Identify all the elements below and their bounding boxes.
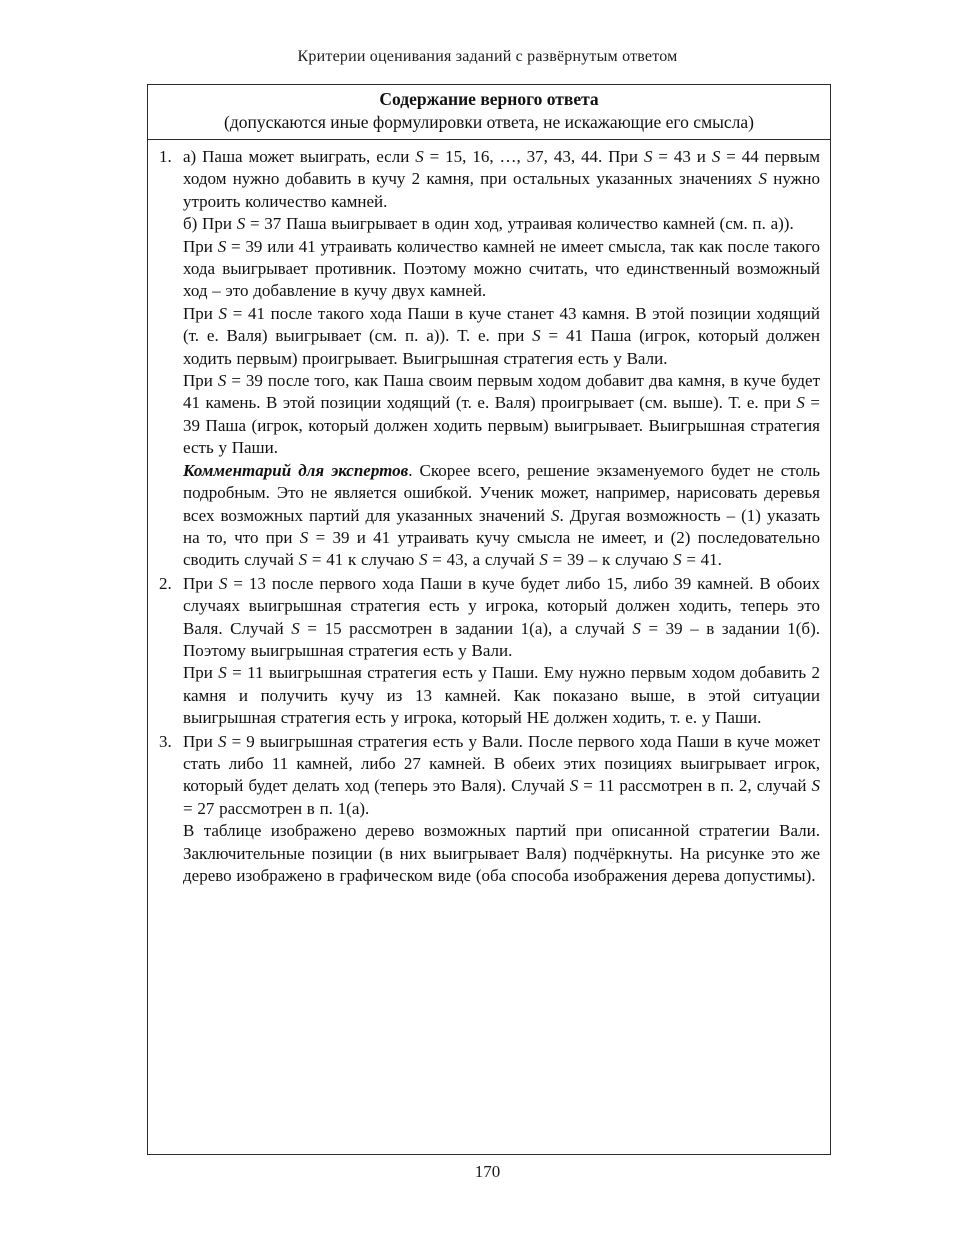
item-number: 1.: [159, 147, 172, 166]
paragraph: При S = 11 выигрышная стратегия есть у Паши. Ему нужно первым ходом добавить 2 камня и получить кучу из 13 камней. Как показано выше, в этой ситуации выигрышная стратегия есть у игрока, который НЕ должен ходить, т. е. у Паши.: [183, 663, 820, 728]
running-header: Критерии оценивания заданий с развёрнутым ответом: [297, 48, 678, 65]
answer-table: [147, 84, 831, 1155]
item-content: [183, 573, 820, 730]
paragraph: б) При S = 37 Паша выигрывает в один ход, утраивая количество камней (см. п. а)).: [183, 214, 794, 234]
item-number: 3.: [159, 731, 172, 751]
paragraph: При S = 39 или 41 утраивать количество камней не имеет смысла, так как после такого хода выигрывает противник. Поэтому можно считать, что единственный возможный ход – это добавление в кучу двух камней.: [183, 236, 820, 301]
answer-item-3: [148, 731, 820, 888]
answer-item-1: [148, 146, 820, 572]
paragraph: При S = 9 выигрышная стратегия есть у Вали. После первого хода Паши в куче может стать либо 11 камней, либо 27 камней. В обеих этих позициях выигрывает игрок, который будет делать ход (теперь это Валя). Случай S = 11 рассмотрен в п. 2, случай S = 27 рассмотрен в п. 1(а).: [183, 731, 820, 818]
item-number: 2.: [159, 573, 172, 593]
paragraph: а) Паша может выиграть, если S = 15, 16, …, 37, 43, 44. При S = 43 и S = 44 первым ходом нужно добавить в кучу 2 камня, при остальных указанных значениях S нужно утроить количество камней.: [183, 147, 820, 211]
paragraph: В таблице изображено дерево возможных партий при описанной стратегии Вали. Заключительные позиции (в них выигрывает Валя) подчёркнуты. На рисунке это же дерево изображено в графическом виде (оба способа изображения дерева допустимы).: [183, 821, 820, 885]
table-subtitle: (допускаются иные формулировки ответа, не искажающие его смысла): [224, 112, 754, 132]
paragraph: Комментарий для экспертов. Скорее всего, решение экзаменуемого будет не столь подробным. Это не является ошибкой. Ученик может, например, нарисовать деревья всех возможных партий для указанных значений S. Другая возможность – (1) указать на то, что при S = 39 и 41 утраивать кучу смысла не имеет, и (2) последовательно сводить случай S = 41 к случаю S = 43, а случай S = 39 – к случаю S = 41.: [183, 460, 821, 570]
item-content: [183, 731, 820, 888]
paragraph: При S = 41 после такого хода Паши в куче станет 43 камня. В этой позиции ходящий (т. е. Валя) выигрывает (см. п. а)). Т. е. при S = 41 Паша (игрок, который должен ходить первым) проигрывает. Выигрышная стратегия есть у Вали.: [183, 303, 820, 368]
paragraph: При S = 39 после того, как Паша своим первым ходом добавит два камня, в куче будет 41 камень. В этой позиции ходящий (т. е. Валя) проигрывает (см. выше). Т. е. при S = 39 Паша (игрок, который должен ходить первым) выигрывает. Выигрышная стратегия есть у Паши.: [183, 371, 820, 458]
page-number: 170: [474, 1162, 501, 1181]
table-header: [148, 85, 830, 140]
answer-item-2: [148, 573, 820, 730]
paragraph: При S = 13 после первого хода Паши в куче будет либо 15, либо 39 камней. В обоих случаях выигрышная стратегия есть у игрока, который должен ходить, теперь это Валя. Случай S = 15 рассмотрен в задании 1(а), а случай S = 39 – в задании 1(б). Поэтому выигрышная стратегия есть у Вали.: [183, 573, 820, 660]
answer-items: [148, 140, 830, 907]
item-content: [183, 146, 820, 572]
table-title: Содержание верного ответа: [379, 89, 599, 109]
